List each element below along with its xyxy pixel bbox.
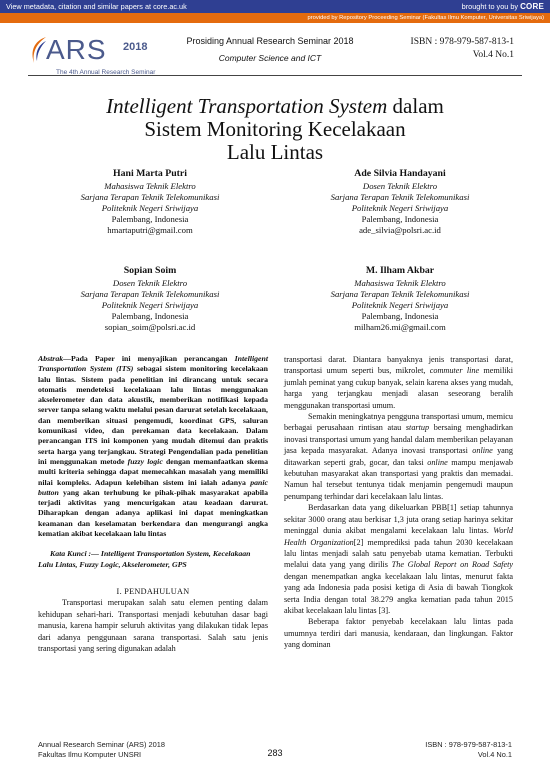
author-inst: Politeknik Negeri Sriwijaya xyxy=(101,300,199,310)
paragraph-italic: commuter line xyxy=(429,366,480,376)
footer-faculty: Fakultas Ilmu Komputer UNSRI xyxy=(38,750,142,759)
proceedings-track: Computer Science and ICT xyxy=(218,53,322,63)
author-dept: Sarjana Terapan Teknik Telekomunikasi xyxy=(80,289,220,299)
core-brought-by[interactable] xyxy=(462,0,544,13)
paper-title-line3: Lalu Lintas xyxy=(226,140,324,164)
paragraph-text: mampu menjawab kebutuhan masyarakat akan transportasi yang praktis dan memadai. Namun hal tersebut tentunya tidak menjamin pengemudi maupun penumpang terhindar dari kecelakaan lalu lintas. xyxy=(284,457,513,501)
author-name: Hani Marta Putri xyxy=(112,168,187,179)
right-column xyxy=(284,354,513,651)
author-email[interactable]: milham26.mi@gmail.com xyxy=(354,322,446,332)
ars-logo-text: ARS xyxy=(46,34,107,65)
author-name: Ade Silvia Handayani xyxy=(354,168,446,179)
paragraph-text: transportasi darat. Diantara banyaknya jenis transportasi darat, transportasi umum seperti bus, mikrolet, xyxy=(284,355,513,376)
abstract-text: dengan memanfaatkan skema multi kriteria sehingga dapat memecahkan masalah yang memiliki nilai kompleks. Adapun kelebihan sistem ini ialah adanya xyxy=(38,456,268,487)
abstract-its: Intelligent Transportation System (ITS) xyxy=(38,354,268,374)
author-dept: Sarjana Terapan Teknik Telekomunikasi xyxy=(330,289,470,299)
author-block xyxy=(50,265,250,333)
author-role: Mahasiswa Teknik Elektro xyxy=(104,181,196,191)
author-inst: Politeknik Negeri Sriwijaya xyxy=(351,300,449,310)
paper-title xyxy=(60,95,490,164)
ars-logo-year: 2018 xyxy=(123,41,148,53)
paragraph xyxy=(284,411,513,502)
ars-swoosh-icon xyxy=(28,35,48,67)
paper-title-line1: dalam xyxy=(387,94,444,118)
author-role: Dosen Teknik Elektro xyxy=(112,278,188,288)
page-number: 283 xyxy=(267,748,283,758)
author-city: Palembang, Indonesia xyxy=(111,214,189,224)
author-block xyxy=(50,168,250,236)
author-role: Mahasiswa Teknik Elektro xyxy=(354,278,446,288)
footer-conference: Annual Research Seminar (ARS) 2018 xyxy=(38,740,165,749)
paper-title-italic: Intelligent Transportation System xyxy=(106,94,388,118)
footer-left xyxy=(38,740,165,760)
core-brought-by-text: brought to you by xyxy=(461,2,519,11)
keywords-cont: Lalu Lintas, Fuzzy Logic, Akselerometer, GPS xyxy=(38,559,187,569)
author-role: Dosen Teknik Elektro xyxy=(362,181,438,191)
abstract-text: yang akan terhubung ke pihak-pihak masyarakat apabila terjadi aktivitas yang mencurigakan atau keadaan darurat. Diharapkan dengan adanya aplikasi ini dapat meningkatkan keamanan dan keselamatan berkendara dan mengurangi angka kematian akibat kecelakaan lalu lintas xyxy=(38,487,268,539)
author-inst: Politeknik Negeri Sriwijaya xyxy=(351,203,449,213)
author-block xyxy=(300,265,500,333)
paper-title-line2: Sistem Monitoring Kecelakaan xyxy=(144,117,406,141)
author-name: Sopian Soim xyxy=(123,265,177,276)
paragraph: Beberapa faktor penyebab kecelakaan lalu lintas pada umumnya terdiri dari manusia, kendaraan, dan lingkungan. Faktor yang dominan xyxy=(284,617,513,650)
proceedings-title: Prosiding Annual Research Seminar 2018 xyxy=(186,36,354,46)
keywords: Kata Kunci :— Intelligent Transportation System, Kecelakaan xyxy=(50,549,251,559)
core-metadata-link[interactable]: View metadata, citation and similar papers at core.ac.uk xyxy=(6,2,187,11)
ars-logo-subtitle: The 4th Annual Research Seminar xyxy=(56,69,156,76)
author-dept: Sarjana Terapan Teknik Telekomunikasi xyxy=(330,192,470,202)
abstract-fuzzy: fuzzy logic xyxy=(127,456,163,466)
header-isbn: ISBN : 978-979-587-813-1 xyxy=(410,37,514,47)
author-city: Palembang, Indonesia xyxy=(361,311,439,321)
author-city: Palembang, Indonesia xyxy=(111,311,189,321)
paragraph xyxy=(284,502,513,616)
repository-provided-by[interactable]: provided by Repository Proceeding Seminar (Fakultas Ilmu Komputer, Universitas Sriwijaya) xyxy=(0,13,550,23)
paragraph-text: yang ditawarkan seperti grab, gocar, dan taksi xyxy=(284,446,513,467)
core-banner xyxy=(0,0,550,13)
paragraph-text: [2] memprediksi pada tahun 2030 kecelakaan lalu lintas menjadi salah satu penyebab utama kematian. Terbukti melalui data yang yang dirilis xyxy=(284,537,513,570)
paragraph-text: dengan menempatkan angka kecelakaan lalu lintas, menurut fakta yang ada Indonesia pada posisi ketiga di Asia di bawah Tiongkok serta India dengan total 38.279 angka kematian pada tahun 2015 akibat kecelakaan lalu lintas [3]. xyxy=(284,571,513,615)
abstract xyxy=(38,354,268,539)
paragraph-text: memiliki jumlah peminat yang cukup banyak, selain karena akses yang mudah, harga yang terjangkau menjadi alasan seseorang beralih menggunakan transportasi umum. xyxy=(284,366,513,410)
section-heading: I. PENDAHULUAN xyxy=(116,586,190,596)
paragraph-italic: World Health Organization xyxy=(284,526,513,547)
abstract-text: —Pada Paper ini menyajikan perancangan xyxy=(63,354,235,363)
header-volume: Vol.4 No.1 xyxy=(472,50,514,60)
author-name: M. Ilham Akbar xyxy=(365,265,435,276)
footer-isbn: ISBN : 978-979-587-813-1 xyxy=(425,740,512,749)
header-divider xyxy=(28,75,522,76)
author-email[interactable]: hmartaputri@gmail.com xyxy=(107,225,193,235)
paragraph-italic: online xyxy=(427,457,448,467)
paragraph-italic: The Global Report on Road Safety xyxy=(391,560,513,570)
abstract-text: sebagai sistem monitoring kecelakaan lalu lintas. Sistem pada penelitian ini dirancang untuk secara otomatis mendeteksi kecelakaan lalu lintas menggunakan akselerometer dan data akustik, memberikan notifikasi kepada server tanpa selang waktu melalui pesan darurat setelah kecelakaan, dan memberikan situasi pengemudi, koordinat GPS, saluran komunikasi video, dan perekaman data kecelakaan. Dalam perancangan ITS ini komponen yang mudah ditemui dan praktis serta harga yang terjangkau. Strategi Pengendalian pada penelitian ini menggunakan metode xyxy=(38,364,268,466)
author-block xyxy=(300,168,500,236)
left-column xyxy=(38,354,268,654)
footer-volume: Vol.4 No.1 xyxy=(477,750,512,759)
intro-paragraph: Transportasi merupakan salah satu elemen penting dalam kehidupan sehari-hari. Transportasi menjadi kebutuhan dasar bagi manusia, karena hampir seluruh aktivitas yang dilakukan tidak lepas dari adanya penggunaan sarana transportasi. Salah satu jenis transportasi yang sering digunakan adalah xyxy=(38,598,268,653)
paragraph xyxy=(284,354,513,411)
footer-right xyxy=(425,740,512,760)
author-inst: Politeknik Negeri Sriwijaya xyxy=(101,203,199,213)
paragraph-text: Berdasarkan data yang dikeluarkan PBB[1] setiap tahunnya sekitar 3000 orang atau berkisar 1,3 juta orang setiap harinya sekitar meninggal dunia akibat mengalami kecelakaan lalu lintas. xyxy=(284,503,513,536)
paragraph-italic: startup xyxy=(405,423,430,433)
paragraph-text: Semakin meningkatnya pengguna transportasi umum, memicu berbagai perusahaan rintisan atau xyxy=(284,412,513,433)
ars-logo xyxy=(28,35,188,80)
paragraph-text: bersaing menghadirkan inovasi transportasi umum yang handal dalam memberikan pelayanan jasa kepada masyarakat. Adanya inovasi transportasi xyxy=(284,423,513,456)
author-dept: Sarjana Terapan Teknik Telekomunikasi xyxy=(80,192,220,202)
paragraph-italic: online xyxy=(472,446,493,456)
author-email[interactable]: sopian_soim@polsri.ac.id xyxy=(104,322,196,332)
author-email[interactable]: ade_silvia@polsri.ac.id xyxy=(359,225,441,235)
abstract-panic: panic button xyxy=(38,477,268,497)
core-logo: CORE xyxy=(520,2,544,11)
author-city: Palembang, Indonesia xyxy=(361,214,439,224)
abstract-label: Abstrak xyxy=(38,354,64,363)
